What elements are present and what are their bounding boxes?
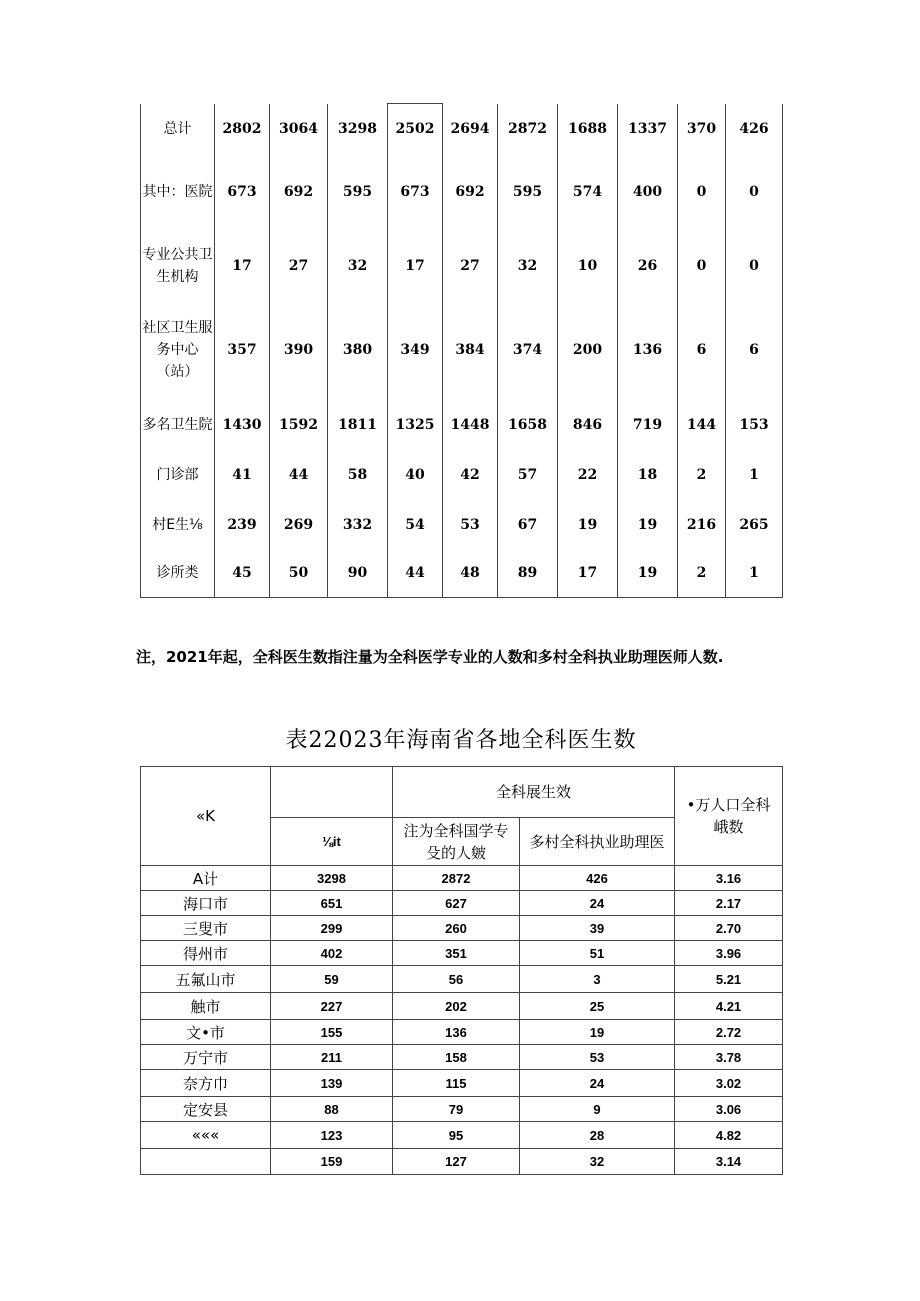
cell: 0 xyxy=(678,231,726,301)
registered-cell: 136 xyxy=(393,1020,520,1045)
table-row xyxy=(141,1122,783,1149)
cell: 384 xyxy=(443,301,498,399)
cell: 0 xyxy=(726,231,783,301)
cell: 1658 xyxy=(498,399,558,451)
assistant-cell: 19 xyxy=(520,1020,675,1045)
row-label: 社区卫生服务中心（站） xyxy=(141,301,215,399)
cell: 692 xyxy=(443,154,498,231)
table-row xyxy=(141,550,783,598)
header-row xyxy=(141,767,783,818)
registered-cell: 2872 xyxy=(393,866,520,891)
per10k-cell: 3.78 xyxy=(675,1045,783,1070)
table-row xyxy=(141,866,783,891)
cell: 265 xyxy=(726,500,783,550)
cell: 136 xyxy=(618,301,678,399)
cell: 89 xyxy=(498,550,558,598)
cell: 17 xyxy=(215,231,270,301)
cell: 673 xyxy=(388,154,443,231)
table-row xyxy=(141,104,783,154)
cell: 44 xyxy=(270,451,328,500)
assistant-cell: 28 xyxy=(520,1122,675,1149)
cell: 17 xyxy=(558,550,618,598)
assistant-cell: 9 xyxy=(520,1097,675,1122)
cell: 595 xyxy=(328,154,388,231)
assistant-cell: 32 xyxy=(520,1149,675,1175)
table-row xyxy=(141,451,783,500)
row-label: 专业公共卫生机构 xyxy=(141,231,215,301)
assistant-cell: 24 xyxy=(520,1070,675,1097)
assistant-cell: 24 xyxy=(520,891,675,916)
registered-cell: 95 xyxy=(393,1122,520,1149)
cell: 2802 xyxy=(215,104,270,154)
total-cell: 651 xyxy=(271,891,393,916)
row-label: 总计 xyxy=(141,104,215,154)
table-row xyxy=(141,1097,783,1122)
region-name: ««« xyxy=(141,1122,271,1149)
cell: 357 xyxy=(215,301,270,399)
cell: 153 xyxy=(726,399,783,451)
table-note: 注，2021年起，全科医生数指注量为全科医学专业的人数和多村全科执业助理医师人数. xyxy=(136,648,724,666)
table-row xyxy=(141,1045,783,1070)
assistant-cell: 25 xyxy=(520,993,675,1020)
cell: 27 xyxy=(270,231,328,301)
cell: 6 xyxy=(726,301,783,399)
registered-header: 注为全科国学专殳的人皴 xyxy=(393,818,520,866)
cell: 269 xyxy=(270,500,328,550)
total-cell: 155 xyxy=(271,1020,393,1045)
cell: 32 xyxy=(328,231,388,301)
registered-cell: 158 xyxy=(393,1045,520,1070)
registered-cell: 115 xyxy=(393,1070,520,1097)
cell: 0 xyxy=(726,154,783,231)
cell: 1325 xyxy=(388,399,443,451)
region-name xyxy=(141,1149,271,1175)
cell: 26 xyxy=(618,231,678,301)
region-name: 触市 xyxy=(141,993,271,1020)
total-cell: 123 xyxy=(271,1122,393,1149)
cell: 200 xyxy=(558,301,618,399)
registered-cell: 260 xyxy=(393,916,520,941)
cell: 390 xyxy=(270,301,328,399)
cell: 19 xyxy=(558,500,618,550)
region-name: 万宁市 xyxy=(141,1045,271,1070)
cell: 17 xyxy=(388,231,443,301)
cell: 45 xyxy=(215,550,270,598)
cell: 216 xyxy=(678,500,726,550)
row-label: 其中：医院 xyxy=(141,154,215,231)
cell: 239 xyxy=(215,500,270,550)
cell: 692 xyxy=(270,154,328,231)
total-cell: 402 xyxy=(271,941,393,966)
assistant-header: 多村全科执业助理医 xyxy=(520,818,675,866)
table-row xyxy=(141,1070,783,1097)
per10k-cell: 2.70 xyxy=(675,916,783,941)
cell: 3298 xyxy=(328,104,388,154)
cell: 673 xyxy=(215,154,270,231)
cell: 2 xyxy=(678,550,726,598)
cell: 2694 xyxy=(443,104,498,154)
assistant-cell: 53 xyxy=(520,1045,675,1070)
cell: 50 xyxy=(270,550,328,598)
table-row xyxy=(141,941,783,966)
cell: 1337 xyxy=(618,104,678,154)
per10k-cell: 4.21 xyxy=(675,993,783,1020)
cell: 332 xyxy=(328,500,388,550)
region-header: «K xyxy=(141,767,271,866)
cell: 0 xyxy=(678,154,726,231)
registered-cell: 202 xyxy=(393,993,520,1020)
cell: 42 xyxy=(443,451,498,500)
cell: 1 xyxy=(726,550,783,598)
cell: 3064 xyxy=(270,104,328,154)
table-row xyxy=(141,231,783,301)
region-name: 定安县 xyxy=(141,1097,271,1122)
cell: 32 xyxy=(498,231,558,301)
total-cell: 88 xyxy=(271,1097,393,1122)
cell: 144 xyxy=(678,399,726,451)
cell: 349 xyxy=(388,301,443,399)
table-title: 表22023年海南省各地全科医生数 xyxy=(285,728,637,753)
cell: 40 xyxy=(388,451,443,500)
cell: 2 xyxy=(678,451,726,500)
region-name: 海口市 xyxy=(141,891,271,916)
region-name: 奈方巾 xyxy=(141,1070,271,1097)
cell: 67 xyxy=(498,500,558,550)
cell: 53 xyxy=(443,500,498,550)
cell: 27 xyxy=(443,231,498,301)
region-name: A计 xyxy=(141,866,271,891)
cell: 6 xyxy=(678,301,726,399)
cell: 1688 xyxy=(558,104,618,154)
region-name: 得州市 xyxy=(141,941,271,966)
registered-cell: 79 xyxy=(393,1097,520,1122)
total-cell: 211 xyxy=(271,1045,393,1070)
cell: 1448 xyxy=(443,399,498,451)
total-cell: 227 xyxy=(271,993,393,1020)
cell: 10 xyxy=(558,231,618,301)
total-cell: 59 xyxy=(271,966,393,993)
region-name: 五氟山市 xyxy=(141,966,271,993)
cell: 18 xyxy=(618,451,678,500)
table-row xyxy=(141,154,783,231)
group-header: 全科展生效 xyxy=(393,767,675,818)
row-label: 多名卫生院 xyxy=(141,399,215,451)
per10k-cell: 3.02 xyxy=(675,1070,783,1097)
cell: 2872 xyxy=(498,104,558,154)
region-doctor-table xyxy=(140,766,783,1175)
total-header: ⅛it xyxy=(271,818,393,866)
table-row xyxy=(141,966,783,993)
assistant-cell: 3 xyxy=(520,966,675,993)
cell: 380 xyxy=(328,301,388,399)
per10k-header: •万人口全科峨数 xyxy=(675,767,783,866)
table-row xyxy=(141,891,783,916)
registered-cell: 56 xyxy=(393,966,520,993)
cell: 58 xyxy=(328,451,388,500)
registered-cell: 627 xyxy=(393,891,520,916)
cell: 370 xyxy=(678,104,726,154)
cell: 426 xyxy=(726,104,783,154)
total-cell: 139 xyxy=(271,1070,393,1097)
cell: 19 xyxy=(618,500,678,550)
per10k-cell: 4.82 xyxy=(675,1122,783,1149)
table-row xyxy=(141,399,783,451)
cell: 57 xyxy=(498,451,558,500)
table-row xyxy=(141,500,783,550)
total-cell: 159 xyxy=(271,1149,393,1175)
per10k-cell: 2.17 xyxy=(675,891,783,916)
per10k-cell: 3.16 xyxy=(675,866,783,891)
cell: 22 xyxy=(558,451,618,500)
cell: 374 xyxy=(498,301,558,399)
assistant-cell: 426 xyxy=(520,866,675,891)
empty-header xyxy=(271,767,393,818)
row-label: 诊所类 xyxy=(141,550,215,598)
per10k-cell: 2.72 xyxy=(675,1020,783,1045)
registered-cell: 351 xyxy=(393,941,520,966)
table-row xyxy=(141,301,783,399)
region-name: 三叟市 xyxy=(141,916,271,941)
cell: 54 xyxy=(388,500,443,550)
cell: 719 xyxy=(618,399,678,451)
cell: 44 xyxy=(388,550,443,598)
table-row xyxy=(141,1020,783,1045)
registered-cell: 127 xyxy=(393,1149,520,1175)
table-row xyxy=(141,916,783,941)
cell: 2502 xyxy=(388,104,443,154)
cell: 90 xyxy=(328,550,388,598)
cell: 19 xyxy=(618,550,678,598)
cell: 41 xyxy=(215,451,270,500)
cell: 1430 xyxy=(215,399,270,451)
row-label: 门诊部 xyxy=(141,451,215,500)
cell: 1 xyxy=(726,451,783,500)
cell: 400 xyxy=(618,154,678,231)
total-cell: 3298 xyxy=(271,866,393,891)
cell: 48 xyxy=(443,550,498,598)
row-label: 村E生⅛ xyxy=(141,500,215,550)
table-row xyxy=(141,993,783,1020)
assistant-cell: 39 xyxy=(520,916,675,941)
assistant-cell: 51 xyxy=(520,941,675,966)
table-row xyxy=(141,1149,783,1175)
per10k-cell: 5.21 xyxy=(675,966,783,993)
total-cell: 299 xyxy=(271,916,393,941)
hospital-type-table xyxy=(140,103,783,598)
per10k-cell: 3.14 xyxy=(675,1149,783,1175)
cell: 1592 xyxy=(270,399,328,451)
per10k-cell: 3.06 xyxy=(675,1097,783,1122)
region-name: 文•市 xyxy=(141,1020,271,1045)
cell: 1811 xyxy=(328,399,388,451)
cell: 574 xyxy=(558,154,618,231)
cell: 595 xyxy=(498,154,558,231)
cell: 846 xyxy=(558,399,618,451)
per10k-cell: 3.96 xyxy=(675,941,783,966)
